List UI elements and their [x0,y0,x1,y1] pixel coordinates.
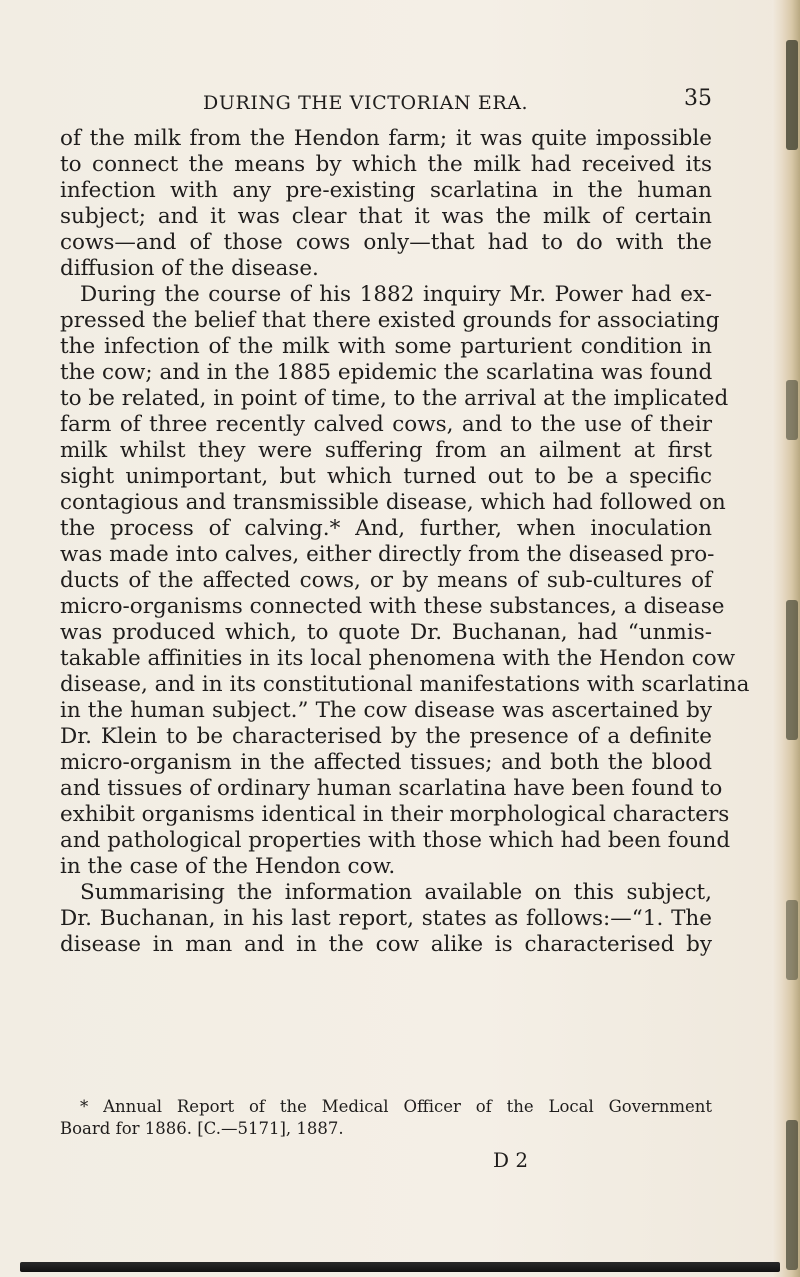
text-line: contagious and transmissible disease, which had followed on [60,490,726,515]
text-line: micro-organisms connected with these substances, a disease [60,594,725,619]
text-line: sight unimportant, but which turned out to be a specific [60,464,712,489]
page-number: 35 [684,86,712,111]
text-line: was produced which, to quote Dr. Buchanan, had “unmis- [60,620,712,645]
text-line: ducts of the affected cows, or by means of sub-cultures of [60,568,712,593]
text-line: milk whilst they were suffering from an ailment at first [60,438,712,463]
text-line: cows—and of those cows only—that had to do with the [60,230,712,255]
text-line: the cow; and in the 1885 epidemic the scarlatina was found [60,360,713,385]
text-line: was made into calves, either directly from the diseased pro- [60,542,715,567]
page-edge-shadow [786,600,798,740]
text-line: the process of calving.* And, further, when inoculation [60,516,712,541]
text-line: and tissues of ordinary human scarlatina have been found to [60,776,723,801]
footnote-line: Board for 1886. [C.—5171], 1887. [60,1119,344,1138]
text-line: Dr. Klein to be characterised by the presence of a definite [60,724,712,749]
signature-mark: D 2 [493,1148,529,1172]
text-line: diffusion of the disease. [60,256,319,281]
footnote [60,1096,712,1140]
text-line: to connect the means by which the milk had received its [60,152,712,177]
text-line: infection with any pre-existing scarlatina in the human [60,178,712,203]
page-edge-shadow [786,380,798,440]
text-line: and pathological properties with those which had been found [60,828,731,853]
page-edge [772,0,800,1277]
text-line: farm of three recently calved cows, and to the use of their [60,412,712,437]
text-line: to be related, in point of time, to the arrival at the implicated [60,386,729,411]
paragraph-start: During the course of his 1882 inquiry Mr. Power had ex- [80,282,712,307]
text-line: disease, and in its constitutional manifestations with scarlatina [60,672,750,697]
text-line: Dr. Buchanan, in his last report, states as follows:—“1. The [60,906,712,931]
text-line: micro-organism in the affected tissues; and both the blood [60,750,712,775]
text-line: in the case of the Hendon cow. [60,854,396,879]
text-line: the infection of the milk with some parturient condition in [60,334,712,359]
text-line: of the milk from the Hendon farm; it was quite impossible [60,126,712,151]
text-line: takable affinities in its local phenomena with the Hendon cow [60,646,736,671]
page-header [0,86,800,122]
text-line: pressed the belief that there existed grounds for associating [60,308,720,333]
footnote-line: * Annual Report of the Medical Officer of the Local Government [80,1097,712,1116]
text-line: in the human subject.” The cow disease was ascertained by [60,698,712,723]
paragraph-start: Summarising the information available on this subject, [80,880,712,905]
text-line: disease in man and in the cow alike is characterised by [60,932,712,957]
text-line: subject; and it was clear that it was the milk of certain [60,204,712,229]
text-line: exhibit organisms identical in their morphological characters [60,802,730,827]
page-edge-shadow [786,1120,798,1270]
page-edge-shadow [786,900,798,980]
bottom-shadow [20,1262,780,1272]
running-head: DURING THE VICTORIAN ERA. [203,92,529,114]
body-text [60,126,750,958]
